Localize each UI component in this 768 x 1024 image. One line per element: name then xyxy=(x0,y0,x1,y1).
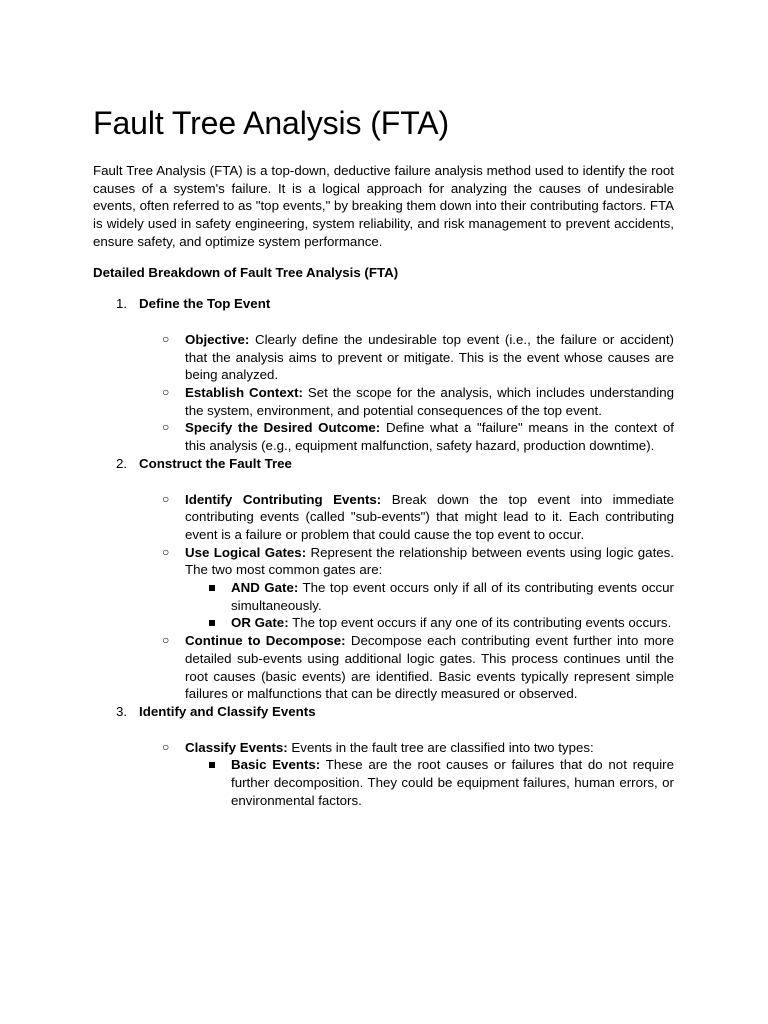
gate-text: The top event occurs if any one of its contributing events occurs. xyxy=(288,615,672,631)
circle-bullet-icon: ○ xyxy=(162,491,170,506)
circle-bullet-icon: ○ xyxy=(162,385,170,400)
step-number: 3. xyxy=(116,703,128,719)
sub-item-text: Clearly define the undesirable top event (i.e., the failure or accident) that the analysis aims to prevent or mitigate. This is the event whose causes are being analyzed. xyxy=(185,331,674,383)
gate-item xyxy=(185,614,674,632)
sub-item xyxy=(139,739,674,810)
step-sub-list xyxy=(139,331,674,455)
step-sub-list xyxy=(139,739,674,810)
sub-item-text: Set the scope for the analysis, which includes understanding the system, environment, and potential consequences of the top event. xyxy=(185,385,674,418)
step-number: 1. xyxy=(116,296,128,312)
square-bullet-icon xyxy=(209,762,215,768)
sub-item xyxy=(139,419,674,454)
page-title: Fault Tree Analysis (FTA) xyxy=(93,105,450,141)
sub-item xyxy=(139,384,674,419)
circle-bullet-icon: ○ xyxy=(162,633,170,648)
sub-item-term: Identify Contributing Events: xyxy=(185,491,382,507)
circle-bullet-icon: ○ xyxy=(162,544,170,559)
square-bullet-icon xyxy=(209,620,215,626)
gate-term: AND Gate: xyxy=(231,580,299,596)
step-title: Identify and Classify Events xyxy=(139,703,316,719)
sub-item xyxy=(139,632,674,703)
step-title: Define the Top Event xyxy=(139,296,271,312)
sub-item xyxy=(139,544,674,633)
event-type-text: These are the root causes or failures that do not require further decomposition. They could be equipment failures, human errors, or environmental factors. xyxy=(231,757,674,808)
step-item xyxy=(93,703,674,810)
sub-item-text: Events in the fault tree are classified into two types: xyxy=(287,739,594,755)
sub-item xyxy=(139,491,674,544)
sub-item-text: Represent the relationship between events using logic gates. The two most common gates are: xyxy=(185,544,675,578)
circle-bullet-icon: ○ xyxy=(162,739,170,754)
section-heading: Detailed Breakdown of Fault Tree Analysis (FTA) xyxy=(93,264,399,280)
step-number: 2. xyxy=(116,455,128,471)
step-sub-list xyxy=(139,491,674,703)
event-type-term: Basic Events: xyxy=(231,757,321,773)
sub-item-term: Classify Events: xyxy=(185,739,288,755)
step-title: Construct the Fault Tree xyxy=(139,455,292,471)
intro-paragraph: Fault Tree Analysis (FTA) is a top-down, deductive failure analysis method used to identify the root causes of a system's failure. It is a logical approach for analyzing the causes of undesirable events, often referred to as "top events," by breaking them down into their contributing factors. FTA is widely used in safety engineering, system reliability, and risk management to prevent accidents, ensure safety, and optimize system performance. xyxy=(93,163,674,249)
step-item xyxy=(93,455,674,703)
sub-item-text: Break down the top event into immediate contributing events (called "sub-events") that might lead to it. Each contributing event is a failure or problem that could cause the top event to occur. xyxy=(185,491,674,542)
sub-item-text: Define what a "failure" means in the context of this analysis (e.g., equipment malfunction, safety hazard, production downtime). xyxy=(185,420,675,454)
steps-list xyxy=(93,295,674,809)
sub-item-text: Decompose each contributing event further into more detailed sub-events using additional logic gates. This process continues until the root causes (basic events) are identified. Basic events typically represent simple failures or malfunctions that can be directly measured or observed. xyxy=(185,633,674,702)
event-type-item xyxy=(185,756,674,809)
sub-item-term: Continue to Decompose: xyxy=(185,633,346,649)
gate-term: OR Gate: xyxy=(231,615,289,631)
gate-item xyxy=(185,579,674,614)
step-item xyxy=(93,295,674,455)
sub-item-term: Objective: xyxy=(185,331,250,347)
sub-item-term: Use Logical Gates: xyxy=(185,544,307,560)
gate-list xyxy=(185,579,674,632)
square-bullet-icon xyxy=(209,585,215,591)
circle-bullet-icon: ○ xyxy=(162,331,170,346)
gate-text: The top event occurs only if all of its contributing events occur simultaneously. xyxy=(231,580,674,613)
sub-item-term: Establish Context: xyxy=(185,385,303,401)
circle-bullet-icon: ○ xyxy=(162,420,170,435)
sub-item xyxy=(139,331,674,384)
sub-item-term: Specify the Desired Outcome: xyxy=(185,420,381,436)
event-type-list xyxy=(185,756,674,809)
